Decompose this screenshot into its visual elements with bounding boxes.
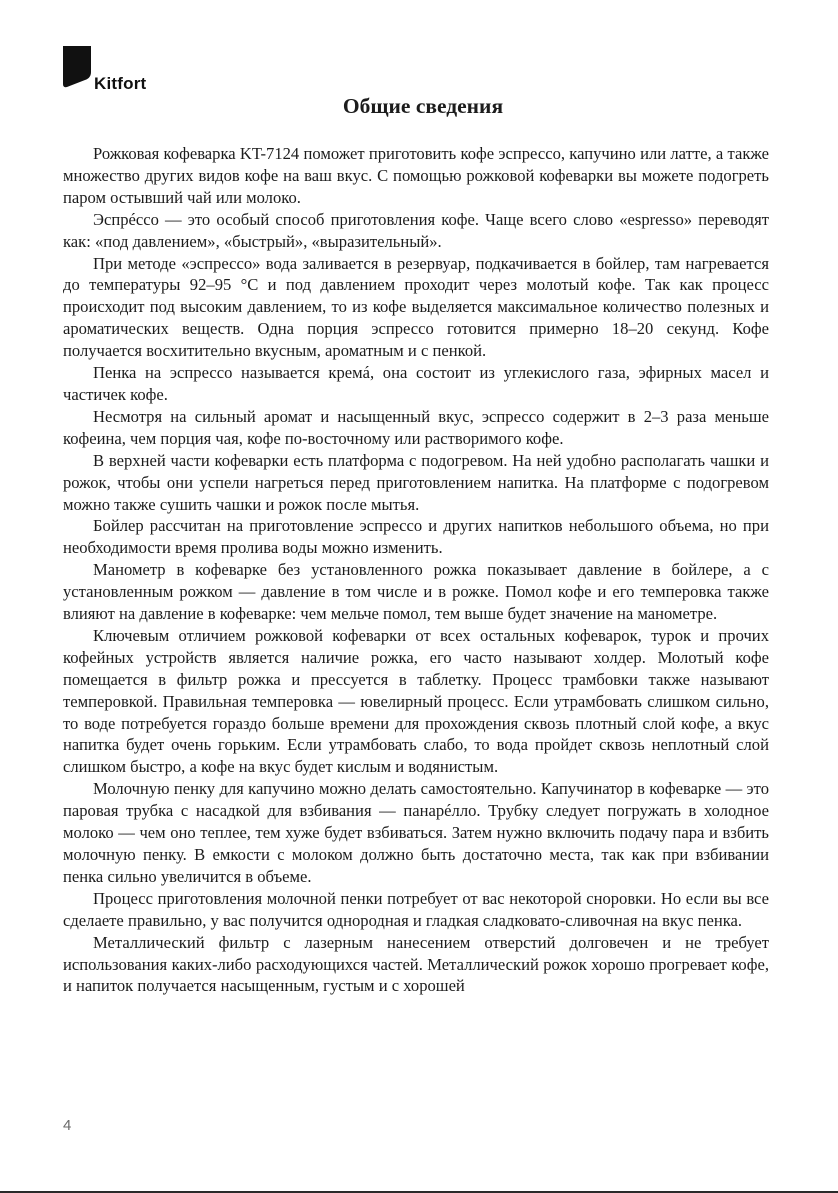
paragraph: При методе «эспрессо» вода заливается в резервуар, подкачивается в бойлер, там нагревается до температуры 92–95 °C и под давлением проходит через молотый кофе. Так как процесс происходит под высоким давлением, то из кофе выделяется максимальное количество полезных и ароматических веществ. Одна порция эспрессо готовится примерно 18–20 секунд. Кофе получается восхитительно вкусным, ароматным и с пенкой. bbox=[63, 253, 769, 361]
paragraph: Эспрéссо — это особый способ приготовления кофе. Чаще всего слово «espresso» переводят как: «под давлением», «быстрый», «выразительный». bbox=[63, 209, 769, 251]
page-number: 4 bbox=[63, 1117, 72, 1134]
paragraph: Бойлер рассчитан на приготовление эспрессо и других напитков небольшого объема, но при необходимости время пролива воды можно изменить. bbox=[63, 516, 769, 558]
paragraph: Рожковая кофеварка KT-7124 поможет приготовить кофе эспрессо, капучино или латте, а также множество других видов кофе на ваш вкус. С помощью рожковой кофеварки вы можете подогреть паром остывший чай или молоко. bbox=[63, 144, 769, 207]
paragraph: Процесс приготовления молочной пенки потребует от вас некоторой сноровки. Но если вы все сделаете правильно, у вас получится однородная и гладкая сладковато-сливочная на вкус пенка. bbox=[63, 888, 769, 930]
body-text bbox=[63, 143, 769, 997]
kitfort-logo-icon bbox=[63, 46, 91, 90]
paragraph: В верхней части кофеварки есть платформа с подогревом. На ней удобно располагать чашки и рожок, чтобы они успели нагреться перед приготовлением напитка. На платформе с подогревом можно также сушить чашки и рожок после мытья. bbox=[63, 450, 769, 514]
paragraph: Пенка на эспрессо называется кремá, она состоит из углекислого газа, эфирных масел и частичек кофе. bbox=[63, 363, 769, 404]
page-title: Общие сведения bbox=[342, 94, 504, 118]
paragraph: Манометр в кофеварке без установленного рожка показывает давление в бойлере, а с установленным рожком — давление в том числе и в рожке. Помол кофе и его темперовка также влияют на давление в кофеварке: чем мельче помол, тем выше будет значение на манометре. bbox=[63, 560, 769, 624]
paragraph: Молочную пенку для капучино можно делать самостоятельно. Капучинатор в кофеварке — это паровая трубка с насадкой для взбивания — панарéлло. Трубку следует погружать в холодное молоко — чем оно теплее, тем хуже будет взбиваться. Затем нужно включить подачу пара и взбить молочную пенку. В емкости с молоком должно быть достаточно места, так как при взбивании пенка сильно увеличится в объеме. bbox=[63, 779, 769, 886]
paragraph: Металлический фильтр с лазерным нанесением отверстий долговечен и не требует использования каких-либо расходующихся частей. Металлический рожок хорошо прогревает кофе, и напиток получается насыщенным, густым и с хорошей bbox=[63, 932, 769, 996]
paragraph: Несмотря на сильный аромат и насыщенный вкус, эспрессо содержит в 2–3 раза меньше кофеина, чем порция чая, кофе по-восточному или растворимого кофе. bbox=[63, 406, 769, 448]
brand-logo bbox=[63, 46, 173, 96]
paragraph: Ключевым отличием рожковой кофеварки от всех остальных кофеварок, турок и прочих кофейных устройств является наличие рожка, его часто называют холдер. Молотый кофе помещается в фильтр рожка и прессуется в таблетку. Процесс трамбовки также называют темперовкой. Правильная темперовка — ювелирный процесс. Если утрамбовать слишком сильно, то воде потребуется гораздо больше времени для прохождения сквозь плотный слой кофе, а вкус напитка будет очень горьким. Если утрамбовать слабо, то вода пройдет сквозь неплотный слой слишком быстро, а кофе на вкус будет кислым и водянистым. bbox=[63, 625, 769, 777]
brand-name: Kitfort bbox=[94, 74, 147, 93]
